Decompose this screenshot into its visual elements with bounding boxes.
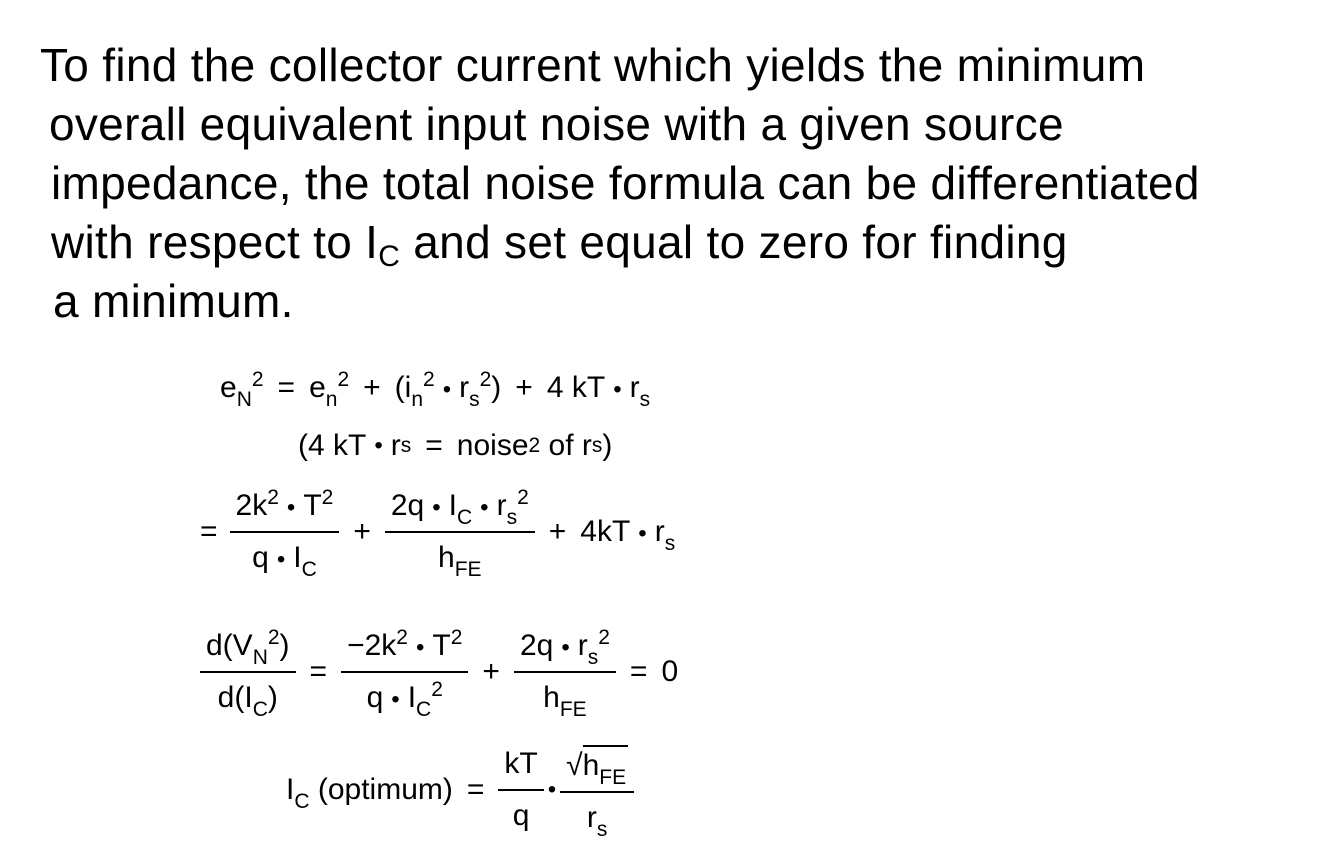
eq4-f2-den-h-sub: FE xyxy=(559,698,587,721)
eq3-f1-num-k-sup: 2 xyxy=(267,486,279,509)
eq3-t3-rsub: s xyxy=(664,532,676,555)
intro-line-1: To find the collector current which yields the minimum xyxy=(40,39,1146,91)
eq3-f1-num-bullet: • xyxy=(286,494,296,521)
eq5-bullet: • xyxy=(547,776,557,803)
eq1-t3-text: 4 kT xyxy=(546,371,606,404)
eq3-f1-den-q: q xyxy=(252,541,269,574)
equation-total-noise xyxy=(220,366,650,410)
eq4-fraction-2 xyxy=(514,626,616,721)
eq1-t2-rsub: s xyxy=(469,388,480,411)
intro-line-3: impedance, the total noise formula can be differentiated xyxy=(51,157,1200,209)
intro-line-4-post: and set equal to zero for finding xyxy=(400,216,1068,268)
eq3-f1-den-i: I xyxy=(293,541,302,574)
eq1-term2 xyxy=(394,368,502,411)
eq3-f1-num-k: 2k xyxy=(235,489,268,522)
eq3-plus-2: + xyxy=(548,515,567,548)
eq3-f2-num-r-sup: 2 xyxy=(517,486,529,509)
eq3-equals: = xyxy=(200,515,218,548)
eq3-f2-num-bullet-1: • xyxy=(432,494,441,521)
eq3-f2-num-i-sub: C xyxy=(456,506,473,529)
eq4-equals-2: = xyxy=(629,655,648,688)
eq1-t3-rsub: s xyxy=(639,388,651,411)
eq4-f2-den-h: h xyxy=(543,681,560,714)
eq4-f1-num-k: −2k xyxy=(347,629,397,662)
eq3-f2-num-q: 2q xyxy=(390,489,425,522)
eq1-equals: = xyxy=(277,371,296,404)
eq4-lhs-num-close: ) xyxy=(279,629,290,662)
eq4-lhs-den-close: ) xyxy=(267,681,278,714)
eq3-f2-num-i: I xyxy=(448,489,457,522)
eq3-plus-1: + xyxy=(353,515,371,548)
eq4-f2-numerator xyxy=(514,626,616,673)
eq1-t2-open: (i xyxy=(394,371,412,404)
eq4-f1-num-t-sup: 2 xyxy=(450,626,463,649)
intro-line-2: overall equivalent input noise with a given source xyxy=(49,98,1064,150)
eq4-fraction-1 xyxy=(341,626,468,721)
eq3-f1-num-t: T xyxy=(303,489,322,522)
eq1-plus-2: + xyxy=(515,371,533,404)
eq2-bullet: • xyxy=(374,432,383,459)
eq3-f1-den-bullet: • xyxy=(276,546,286,573)
eq4-f1-num-bullet: • xyxy=(415,634,425,661)
eq5-lhs-sub: C xyxy=(294,790,310,813)
eq1-t2-sub: n xyxy=(411,388,424,411)
eq4-f1-den-i-sup: 2 xyxy=(431,678,443,701)
eq1-term3 xyxy=(546,371,651,411)
eq5-f2-numerator xyxy=(560,745,634,793)
eq4-lhs-den-sub: C xyxy=(252,698,268,721)
eq2-open: (4 kT xyxy=(298,429,367,462)
eq3-f2-num-r: r xyxy=(496,489,507,522)
eq3-t3-bullet: • xyxy=(638,520,647,547)
eq4-f1-numerator xyxy=(341,626,468,673)
eq4-equals: = xyxy=(309,655,328,688)
eq5-equals: = xyxy=(466,773,485,806)
eq3-f1-den-i-sub: C xyxy=(301,558,317,581)
eq4-f2-denominator xyxy=(537,673,593,721)
eq4-f2-num-r: r xyxy=(577,629,588,662)
eq3-t3-r: r xyxy=(654,515,665,548)
eq4-f1-den-q: q xyxy=(366,681,384,714)
eq3-f2-num-r-sub: s xyxy=(506,506,518,529)
eq4-lhs-num-sub: N xyxy=(252,646,268,669)
eq1-term1 xyxy=(309,368,350,411)
equation-noise-note: (4 kT • r s = noise 2 of r s ) xyxy=(298,429,613,462)
eq4-f1-num-k-sup: 2 xyxy=(396,626,408,649)
intro-line-4 xyxy=(40,213,1310,272)
eq4-f1-den-i: I xyxy=(407,681,417,714)
eq1-t1-sup: 2 xyxy=(337,368,350,391)
eq2-of: of r xyxy=(540,429,592,462)
eq1-t3-r: r xyxy=(629,371,640,404)
eq3-f2-denominator xyxy=(432,533,488,581)
eq3-f2-num-bullet-2: • xyxy=(480,494,489,521)
eq2-r: r xyxy=(390,429,401,462)
eq3-f2-den-h: h xyxy=(438,541,455,574)
eq4-zero: 0 xyxy=(661,655,679,688)
eq4-f2-num-bullet: • xyxy=(561,634,570,661)
eq5-f2-denominator xyxy=(581,793,614,841)
eq1-t1-sub: n xyxy=(325,388,338,411)
eq5-lhs-i: I xyxy=(286,773,295,806)
eq4-plus: + xyxy=(482,655,500,688)
equation-optimum xyxy=(286,740,634,840)
equation-derivative xyxy=(200,622,678,722)
eq4-f1-num-t: T xyxy=(432,629,451,662)
eq1-t2-close: ) xyxy=(491,371,502,404)
eq5-f2-den-r: r xyxy=(586,801,597,834)
eq3-f2-numerator xyxy=(385,486,535,533)
eq1-lhs-sub: N xyxy=(236,388,252,411)
eq1-t2-bullet: • xyxy=(442,376,452,403)
eq5-lhs xyxy=(286,773,453,813)
eq1-lhs-sup: 2 xyxy=(251,368,264,391)
intro-line-5: a minimum. xyxy=(53,275,294,327)
eq1-t3-bullet: • xyxy=(613,376,622,403)
eq4-f1-den-bullet: • xyxy=(391,686,400,713)
eq2-noise: noise xyxy=(456,429,529,462)
eq1-t1-base: e xyxy=(309,371,326,404)
eq5-root-sign: √ xyxy=(566,749,583,782)
eq3-f2-den-h-sub: FE xyxy=(454,558,482,581)
intro-line-4-pre: with respect to I xyxy=(51,216,379,268)
eq5-fraction-2 xyxy=(560,745,634,841)
eq1-t2-sup: 2 xyxy=(423,368,435,391)
eq4-lhs-numerator xyxy=(200,626,296,673)
eq5-f2-num-h-sub: FE xyxy=(599,766,627,789)
intro-paragraph xyxy=(40,36,1310,331)
eq4-lhs-num-d: d(V xyxy=(206,629,253,662)
eq1-t2-rsup: 2 xyxy=(479,368,492,391)
eq1-lhs xyxy=(220,368,264,411)
eq3-fraction-1 xyxy=(230,486,340,581)
eq5-fraction-1 xyxy=(498,747,543,833)
equation-expanded xyxy=(200,482,675,582)
intro-line-4-sub: C xyxy=(378,240,401,273)
eq5-f1-numerator: kT xyxy=(498,747,543,791)
eq2-close: ) xyxy=(602,429,613,462)
eq5-f2-num-h: h xyxy=(582,749,600,782)
eq3-f1-numerator xyxy=(230,486,340,533)
eq3-f1-num-t-sup: 2 xyxy=(321,486,334,509)
eq5-lhs-post: (optimum) xyxy=(309,773,453,806)
eq4-f1-den-i-sub: C xyxy=(416,698,432,721)
eq4-lhs-den-d: d(I xyxy=(217,681,253,714)
eq1-lhs-base: e xyxy=(220,371,237,404)
eq4-lhs-num-sup: 2 xyxy=(267,626,280,649)
eq4-f2-num-q: 2q xyxy=(519,629,554,662)
eq2-equals: = xyxy=(425,429,443,462)
eq1-plus-1: + xyxy=(363,371,381,404)
eq1-t2-r: r xyxy=(459,371,470,404)
eq4-lhs-fraction xyxy=(200,626,296,721)
eq4-lhs-denominator xyxy=(212,673,284,721)
eq3-fraction-2 xyxy=(385,486,535,581)
eq5-f1-denominator: q xyxy=(512,799,530,832)
eq3-f1-denominator xyxy=(246,533,323,581)
eq4-f2-num-r-sup: 2 xyxy=(598,626,610,649)
eq4-f1-denominator xyxy=(361,673,449,721)
eq3-t3-text: 4kT xyxy=(580,515,631,548)
eq5-root-body xyxy=(582,745,629,789)
eq3-term3 xyxy=(580,515,676,555)
eq4-f2-num-r-sub: s xyxy=(587,646,599,669)
eq5-f2-den-r-sub: s xyxy=(596,818,608,841)
